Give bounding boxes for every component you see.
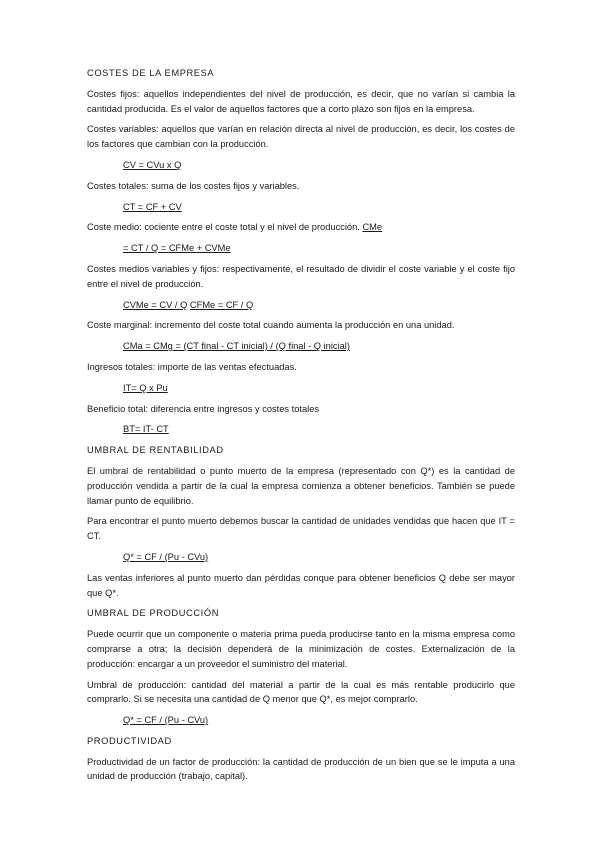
paragraph-productividad: Productividad de un factor de producción: la cantidad de producción de un bien que se le imputa a una unidad de producción (trabajo, capital). (87, 756, 515, 782)
formula-bt-text: BT= IT- CT (123, 424, 169, 435)
paragraph-costes-variables: Costes variables: aquellos que varían en relación directa al nivel de producción, es decir, los costes de los factores que cambian con la producción. (87, 124, 515, 150)
formula-ct-text: CT = CF + CV (123, 201, 182, 212)
paragraph-costes-totales: Costes totales: suma de los costes fijos y variables. (87, 180, 300, 191)
formula-cma-text: CMa = CMg = (CT final - CT inicial) / (Q final - Q inicial) (123, 341, 350, 352)
heading-umbral-produccion: UMBRAL DE PRODUCCIÓN (87, 608, 220, 619)
document-page (87, 66, 515, 790)
paragraph-ocurrir: Puede ocurrir que un componente o materia prima pueda producirse tanto en la misma empresa como comprarse a otra; la decisión dependerá de la minimización de costes. Externalización de la producción: encargar a un proveedor el suministro del material. (87, 629, 515, 669)
heading-productividad: PRODUCTIVIDAD (87, 735, 172, 746)
formula-ct (87, 200, 515, 215)
formula-it (87, 381, 515, 396)
coste-medio-abbr: CMe (362, 222, 383, 233)
paragraph-coste-marginal: Coste marginal: incremento del coste total cuando aumenta la producción en una unidad. (87, 320, 455, 331)
paragraph-coste-medio (87, 220, 515, 235)
paragraph-ingresos: Ingresos totales: importe de las ventas efectuadas. (87, 361, 297, 372)
paragraph-costes-medios: Costes medios variables y fijos: respectivamente, el resultado de dividir el coste variable y el coste fijo entre el nivel de producción. (87, 263, 515, 289)
formula-cfme-text: CFMe = CF / Q (189, 299, 254, 310)
formula-q1 (87, 550, 515, 565)
paragraph-ventas: Las ventas inferiores al punto muerto dan pérdidas conque para obtener beneficios Q debe ser mayor que Q*. (87, 572, 515, 598)
formula-it-text: IT= Q x Pu (123, 382, 168, 393)
heading-costes-empresa: COSTES DE LA EMPRESA (87, 68, 215, 78)
formula-cme (87, 241, 515, 256)
formula-q1-text: Q* = CF / (Pu - CVu) (123, 551, 209, 562)
paragraph-beneficio: Beneficio total: diferencia entre ingresos y costes totales (87, 403, 320, 414)
formula-cme-text: = CT / Q = CFMe + CVMe (123, 243, 231, 254)
formula-cvme-cfme (87, 298, 515, 313)
heading-umbral-rentabilidad: UMBRAL DE RENTABILIDAD (87, 445, 224, 456)
paragraph-costes-fijos: Costes fijos: aquellos independientes del nivel de producción, es decir, que no varían si cambia la cantidad producida. Es el valor de aquellos factores que a corto plazo son fijos en la empresa. (87, 88, 515, 114)
paragraph-umbral-produccion: Umbral de producción: cantidad del material a partir de la cual es más rentable producirlo que comprarlo. Si se necesita una cantidad de Q menor que Q*, es mejor comprarlo. (87, 679, 515, 705)
paragraph-umbral: El umbral de rentabilidad o punto muerto de la empresa (representado con Q*) es la cantidad de producción vendida a partir de la cual la empresa comienza a obtener beneficios. También se puede llamar punto de equilibrio. (87, 465, 515, 506)
formula-cvme-text: CVMe = CV / Q (123, 299, 188, 310)
formula-bt (87, 422, 515, 437)
formula-q2 (87, 713, 515, 728)
paragraph-encontrar: Para encontrar el punto muerto debemos buscar la cantidad de unidades vendidas que hacen que IT = CT. (87, 516, 515, 542)
formula-cv (87, 158, 515, 173)
formula-cv-text: CV = CVu x Q (123, 159, 182, 170)
coste-medio-text: Coste medio: cociente entre el coste total y el nivel de producción. (87, 222, 360, 233)
formula-cma (87, 339, 515, 354)
formula-q2-text: Q* = CF / (Pu - CVu) (123, 715, 209, 726)
